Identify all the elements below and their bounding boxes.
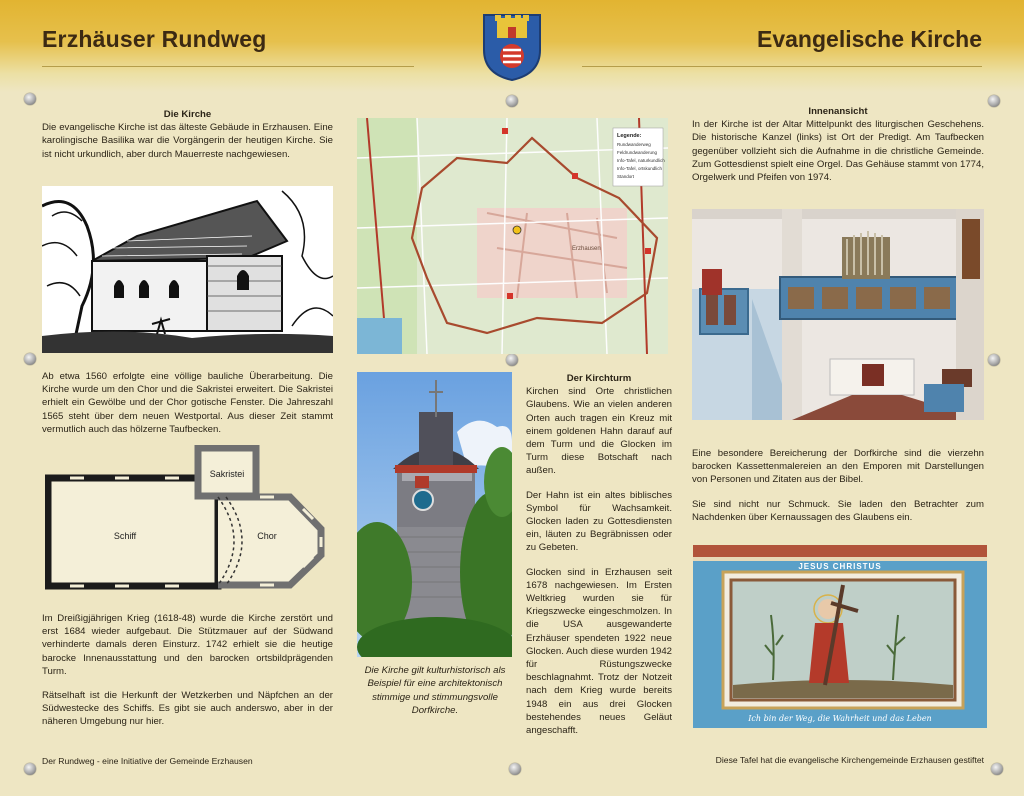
map-legend-title: Legende: bbox=[617, 133, 642, 139]
section-heading: Die Kirche bbox=[163, 109, 212, 120]
section-text: In der Kirche ist der Altar Mittelpunkt des liturgischen Geschehens. Die historische Kanzel (links) ist Ort der Predigt. Am Taufbecken gegenüber vollzieht sich die Aufnahme in die christliche Gemeinde. Zum Gottesdienst spielt eine Orgel. Das Gehäuse stammt von 1774, Orgelwerk und Pfeifen von 1974. bbox=[692, 119, 984, 184]
section-innen bbox=[692, 105, 984, 184]
screw bbox=[506, 354, 518, 366]
screw bbox=[506, 95, 518, 107]
photo-caption: Die Kirche gilt kulturhistorisch als Beispiel für eine architektonisch stimmige und stimmungsvolle Dorfkirche. bbox=[364, 665, 506, 717]
plan-label-schiff: Schiff bbox=[113, 531, 137, 541]
interior-photo bbox=[692, 209, 984, 420]
church-sketch bbox=[42, 186, 333, 353]
section-krieg bbox=[42, 612, 333, 740]
screw bbox=[509, 763, 521, 775]
section-heading: Innenansicht bbox=[808, 106, 868, 117]
page-title-left: Erzhäuser Rundweg bbox=[42, 26, 267, 52]
kirchturm-paragraph: Kirchen sind Orte christlichen Glaubens. Wie an vielen anderen Orten auch tragen ein Kreuz mit einem goldenen Hahn darauf auf dem Turm und die Glocken im Turm diese Botschaft nach außen. bbox=[526, 386, 672, 477]
map-legend-item: Info-Tafel, ortskundlich bbox=[617, 166, 663, 171]
map-legend-item: Standort bbox=[617, 174, 635, 179]
coat-of-arms-icon bbox=[481, 12, 543, 82]
screw bbox=[24, 93, 36, 105]
kirchturm-paragraph: Der Hahn ist ein altes biblisches Symbol für Wachsamkeit. Glocken laden zu Gottesdiensten ein, läuten zu Begräbnissen oder zu Gebeten. bbox=[526, 489, 672, 554]
malerei-paragraph: Sie sind nicht nur Schmuck. Sie laden den Betrachter zum Nachdenken über Kernaussagen des Glaubens ein. bbox=[692, 498, 984, 523]
screw bbox=[24, 763, 36, 775]
map-legend-item: Rundwanderweg bbox=[617, 142, 651, 147]
title-rule-left bbox=[42, 66, 414, 67]
section-text: Die evangelische Kirche ist das älteste Gebäude in Erzhausen. Eine karolingische Basilika war die Vorgängerin der heutigen Kirche. Sie ist nicht urkundlich, aber durch Mauerreste nachgewiesen. bbox=[42, 122, 333, 160]
floorplan-diagram bbox=[45, 445, 330, 595]
route-map bbox=[357, 118, 668, 354]
footer-right: Diese Tafel hat die evangelische Kirchengemeinde Erzhausen gestiftet bbox=[715, 755, 984, 765]
plan-label-chor: Chor bbox=[257, 531, 277, 541]
krieg-paragraph: Rätselhaft ist die Herkunft der Wetzkerben und Näpfchen an der Südwestecke des Schiffs. Es gibt sie auch anderswo, aber in der näheren Umgebung nur hier. bbox=[42, 690, 333, 728]
krieg-paragraph: Im Dreißigjährigen Krieg (1618-48) wurde die Kirche zerstört und erst 1684 wieder aufgebaut. Die Stützmauer auf der Südwand verhinderte damals deren Einsturz. 1742 erhielt sie die heutige barocke Innenausstattung und den barocken ortsbildprägenden Turm. bbox=[42, 613, 333, 677]
section-heading: Der Kirchturm bbox=[566, 373, 632, 384]
screw bbox=[988, 95, 1000, 107]
map-town-label: Erzhausen bbox=[572, 246, 601, 252]
church-tower-photo bbox=[357, 372, 512, 657]
painted-panel-photo bbox=[693, 545, 987, 728]
screw bbox=[991, 763, 1003, 775]
plan-label-sakristei: Sakristei bbox=[209, 469, 245, 479]
map-legend-item: Feldrundwanderung bbox=[617, 150, 658, 155]
panel-inscription-top: JESUS CHRISTUS bbox=[798, 562, 882, 571]
footer-left: Der Rundweg - eine Initiative der Gemeinde Erzhausen bbox=[42, 756, 253, 766]
section-umbau: Ab etwa 1560 erfolgte eine völlige bauliche Überarbeitung. Die Kirche wurde um den Chor und die Sakristei erweitert. Die Sakristei erhielt ein Gewölbe und der Chor gotische Fenster. Die Jahreszahl 1565 steht über dem neuen Westportal. Aus dieser Zeit stammt vermutlich auch das hölzerne Taufbecken. bbox=[42, 371, 333, 435]
page-title-right: Evangelische Kirche bbox=[757, 26, 982, 52]
map-legend-item: Info-Tafel, naturkundlich bbox=[617, 158, 665, 163]
title-rule-right bbox=[582, 66, 982, 67]
screw bbox=[24, 353, 36, 365]
section-kirchturm bbox=[526, 372, 672, 748]
panel-inscription-bottom: Ich bin der Weg, die Wahrheit und das Leben bbox=[748, 714, 932, 723]
malerei-paragraph: Eine besondere Bereicherung der Dorfkirche sind die vierzehn barocken Kassettenmalereien an den Emporen mit Darstellungen von Personen und Zitaten aus der Bibel. bbox=[692, 448, 984, 486]
kirchturm-paragraph: Glocken sind in Erzhausen seit 1678 nachgewiesen. Im Ersten Weltkrieg wurden sie für Kriegszwecke eingeschmolzen. In die USA ausgewanderte Erzhäuser spendeten 1922 neue Glocken. Auch diese wurden 1942 für Rüstungszwecke beschlagnahmt. Trotz der Notzeit nach dem Krieg wurde bereits 1948 ein aus drei Glocken bestehendes neues Geläut angeschafft. bbox=[526, 566, 672, 737]
section-malerei bbox=[692, 447, 984, 535]
screw bbox=[988, 354, 1000, 366]
section-kirche bbox=[42, 108, 333, 161]
